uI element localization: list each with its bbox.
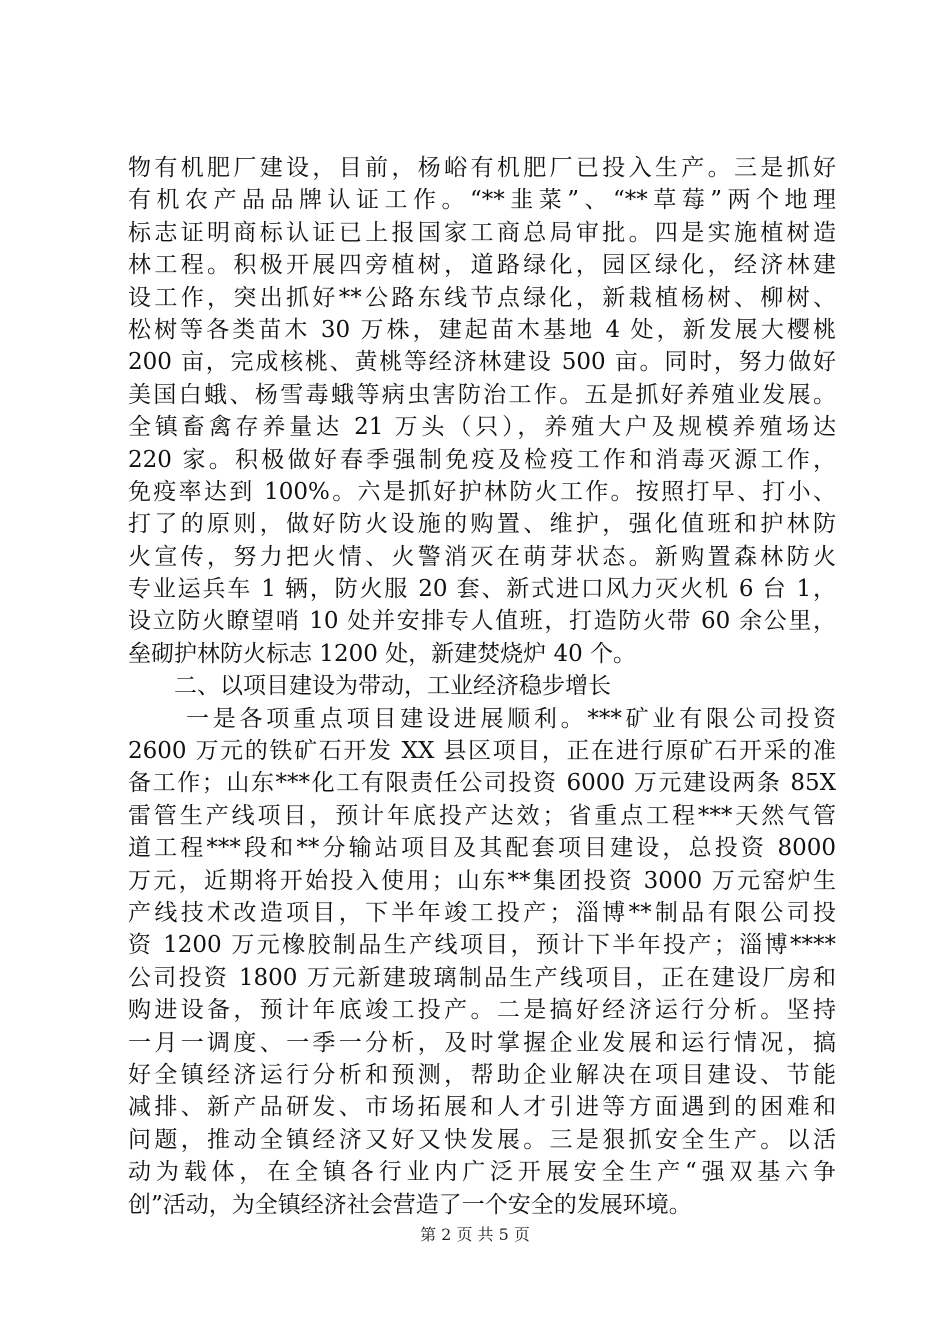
text-line: 220 家。积极做好春季强制免疫及检疫工作和消毒灭源工作， xyxy=(128,446,836,473)
text-line: 一是各项重点项目建设进展顺利。***矿业有限公司投资 xyxy=(186,705,836,732)
text-line: 200 亩，完成核桃、黄桃等经济林建设 500 亩。同时，努力做好 xyxy=(128,349,836,376)
paragraph-2 xyxy=(128,703,836,1221)
text-line: 动为载体，在全镇各行业内广泛开展安全生产“强双基六争 xyxy=(128,1159,836,1186)
text-line: 问题，推动全镇经济又好又快发展。三是狠抓安全生产。以活 xyxy=(128,1126,836,1153)
text-line: 松树等各类苗木 30 万株，建起苗木基地 4 处，新发展大樱桃 xyxy=(128,316,836,343)
text-line: 2600 万元的铁矿石开发 XX 县区项目，正在进行原矿石开采的准 xyxy=(128,738,836,765)
text-line: 资 1200 万元橡胶制品生产线项目，预计下半年投产；淄博**** xyxy=(128,932,836,959)
text-line: 设立防火瞭望哨 10 处并安排专人值班，打造防火带 60 余公里， xyxy=(128,608,836,635)
text-line: 备工作；山东***化工有限责任公司投资 6000 万元建设两条 85X xyxy=(128,770,836,797)
text-line: 有机农产品品牌认证工作。“**韭菜”、“**草莓”两个地理 xyxy=(128,187,836,214)
text-line: 打了的原则，做好防火设施的购置、维护，强化值班和护林防 xyxy=(128,511,836,538)
text-line: 美国白蛾、杨雪毒蛾等病虫害防治工作。五是抓好养殖业发展。 xyxy=(128,381,836,408)
text-line: 创”活动，为全镇经济社会营造了一个安全的发展环境。 xyxy=(128,1191,692,1218)
text-line: 标志证明商标认证已上报国家工商总局审批。四是实施植树造 xyxy=(128,219,836,246)
text-line: 万元，近期将开始投入使用；山东**集团投资 3000 万元窑炉生 xyxy=(128,867,836,894)
text-line: 雷管生产线项目，预计年底投产达效；省重点工程***天然气管 xyxy=(128,802,836,829)
text-line: 全镇畜禽存养量达 21 万头（只），养殖大户及规模养殖场达 xyxy=(128,414,836,441)
text-line: 垒砌护林防火标志 1200 处，新建焚烧炉 40 个。 xyxy=(128,640,637,667)
text-line: 减排、新产品研发、市场拓展和人才引进等方面遇到的困难和 xyxy=(128,1094,836,1121)
section-heading: 二、以项目建设为带动，工业经济稳步增长 xyxy=(174,673,611,700)
text-line: 公司投资 1800 万元新建玻璃制品生产线项目，正在建设厂房和 xyxy=(128,964,836,991)
text-line: 火宣传，努力把火情、火警消灭在萌芽状态。新购置森林防火 xyxy=(128,543,836,570)
text-line: 专业运兵车 1 辆，防火服 20 套、新式进口风力灭火机 6 台 1， xyxy=(128,576,836,603)
text-line: 设工作，突出抓好**公路东线节点绿化，新栽植杨树、柳树、 xyxy=(128,284,836,311)
text-line: 购进设备，预计年底竣工投产。二是搞好经济运行分析。坚持 xyxy=(128,997,836,1024)
text-line: 免疫率达到 100%。六是抓好护林防火工作。按照打早、打小、 xyxy=(128,478,836,505)
document-body xyxy=(128,152,836,1221)
text-line: 好全镇经济运行分析和预测，帮助企业解决在项目建设、节能 xyxy=(128,1061,836,1088)
text-line: 一月一调度、一季一分析，及时掌握企业发展和运行情况，搞 xyxy=(128,1029,836,1056)
paragraph-1 xyxy=(128,152,836,670)
text-line: 道工程***段和**分输站项目及其配套项目建设，总投资 8000 xyxy=(128,835,836,862)
text-line: 产线技术改造项目，下半年竣工投产；淄博**制品有限公司投 xyxy=(128,899,836,926)
text-line: 物有机肥厂建设，目前，杨峪有机肥厂已投入生产。三是抓好 xyxy=(128,155,836,181)
page-number-footer: 第 2 页 共 5 页 xyxy=(420,1225,530,1244)
text-line: 林工程。积极开展四旁植树，道路绿化，园区绿化，经济林建 xyxy=(128,252,836,279)
